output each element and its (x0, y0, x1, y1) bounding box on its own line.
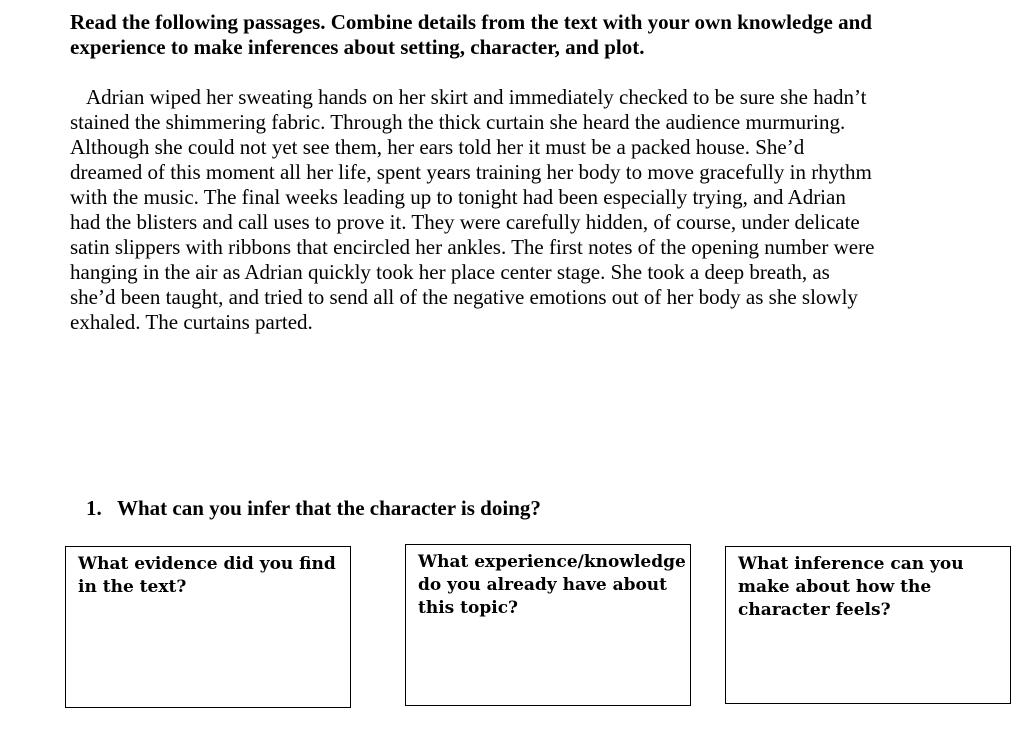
box-prompt-line: What evidence did you find (78, 554, 336, 574)
passage-line: stained the shimmering fabric. Through the thick curtain she heard the audience murmuring. (70, 110, 846, 134)
box-prompt-line: character feels? (738, 600, 891, 620)
question-1 (86, 496, 541, 521)
box-prompt-line: What inference can you (738, 554, 964, 574)
reading-passage (70, 85, 960, 335)
question-number: 1. (86, 496, 102, 520)
passage-line: satin slippers with ribbons that encircled her ankles. The first notes of the opening number were (70, 235, 875, 259)
box-prompt-line: What experience/knowledge (418, 552, 686, 572)
box-prompt-line: do you already have about (418, 575, 668, 595)
passage-line: had the blisters and call uses to prove it. They were carefully hidden, of course, under delicate (70, 210, 860, 234)
instructions-heading: Read the following passages. Combine details from the text with your own knowledge and experience to make inferences about setting, character, and plot. (70, 10, 872, 59)
question-text: What can you infer that the character is doing? (117, 496, 541, 520)
evidence-answer-box[interactable] (65, 546, 351, 708)
passage-line: Although she could not yet see them, her ears told her it must be a packed house. She’d (70, 135, 805, 159)
box-prompt-line: this topic? (418, 598, 519, 618)
passage-line: with the music. The final weeks leading up to tonight had been especially trying, and Adrian (70, 185, 846, 209)
inference-answer-box[interactable] (725, 546, 1011, 704)
box-prompt-line: in the text? (78, 577, 187, 597)
passage-line: dreamed of this moment all her life, spent years training her body to move gracefully in rhythm (70, 160, 872, 184)
passage-line: exhaled. The curtains parted. (70, 310, 313, 334)
knowledge-answer-box[interactable] (405, 544, 691, 706)
passage-line: Adrian wiped her sweating hands on her skirt and immediately checked to be sure she hadn’t (86, 85, 867, 109)
passage-line: she’d been taught, and tried to send all of the negative emotions out of her body as she slowly (70, 285, 858, 309)
box-prompt-line: make about how the (738, 577, 932, 597)
passage-line: hanging in the air as Adrian quickly took her place center stage. She took a deep breath, as (70, 260, 830, 284)
